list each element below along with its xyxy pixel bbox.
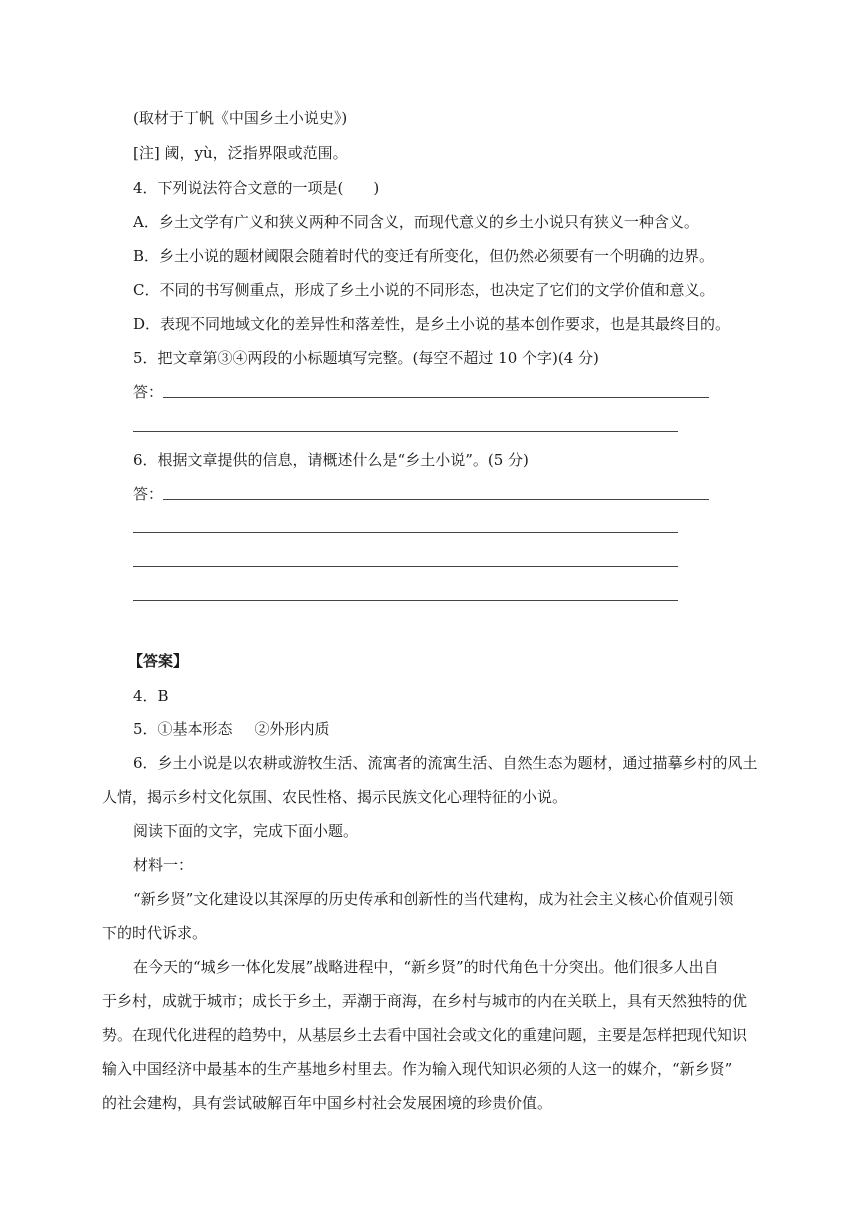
question-5-answer-line-1[interactable] — [163, 397, 709, 398]
question-6-answer-line-1[interactable] — [163, 499, 709, 500]
question-4-option-c: C．不同的书写侧重点，形成了乡土小说的不同形态，也决定了它们的文学价值和意义。 — [133, 281, 715, 299]
question-6-stem: 6．根据文章提供的信息，请概述什么是“乡土小说”。(5 分) — [133, 451, 529, 469]
answer-5-part-2: ②外形内质 — [254, 720, 330, 738]
material-paragraph-2-line-1: 在今天的“城乡一体化发展”战略进程中，“新乡贤”的时代角色十分突出。他们很多人出自 — [133, 958, 719, 976]
question-6-answer-line-2[interactable] — [133, 532, 678, 533]
question-4-stem: 4．下列说法符合文意的一项是( ) — [133, 179, 380, 197]
section-instruction: 阅读下面的文字，完成下面小题。 — [133, 822, 359, 840]
material-paragraph-2-line-3: 势。在现代化进程的趋势中，从基层乡土去看中国社会或文化的重建问题，主要是怎样把现代知识 — [102, 1026, 748, 1044]
material-paragraph-2-line-2: 于乡村，成就于城市；成长于乡土，弄潮于商海，在乡村与城市的内在关联上，具有天然独特的优 — [102, 992, 748, 1010]
question-5-answer-line-2[interactable] — [133, 431, 678, 432]
material-paragraph-2-line-4: 输入中国经济中最基本的生产基地乡村里去。作为输入现代知识必须的人这一的媒介，“新乡贤” — [102, 1060, 733, 1078]
answer-6-line-2: 人情，揭示乡村文化氛围、农民性格、揭示民族文化心理特征的小说。 — [102, 788, 568, 806]
material-label: 材料一： — [133, 856, 194, 874]
question-6-answer-line-3[interactable] — [133, 566, 678, 567]
answer-4: 4．B — [133, 687, 169, 705]
material-paragraph-1-line-2: 下的时代诉求。 — [102, 924, 208, 942]
answer-6-line-1: 6．乡土小说是以农耕或游牧生活、流寓者的流寓生活、自然生态为题材，通过描摹乡村的风土 — [133, 754, 758, 772]
answer-5-part-1: 5．①基本形态 — [133, 720, 233, 738]
question-5-stem: 5．把文章第③④两段的小标题填写完整。(每空不超过 10 个字)(4 分) — [133, 349, 599, 367]
source-note: (取材于丁帆《中国乡土小说史》) — [133, 109, 348, 127]
question-4-option-b: B．乡土小说的题材阈限会随着时代的变迁有所变化，但仍然必须要有一个明确的边界。 — [133, 247, 715, 265]
material-paragraph-1-line-1: “新乡贤”文化建设以其深厚的历史传承和创新性的当代建构，成为社会主义核心价值观引领 — [133, 890, 734, 908]
annotation-note: [注] 阈，yù，泛指界限或范围。 — [133, 144, 348, 162]
answers-heading: 【答案】 — [128, 652, 189, 670]
question-4-option-d: D．表现不同地域文化的差异性和落差性，是乡土小说的基本创作要求，也是其最终目的。 — [133, 315, 731, 333]
question-4-option-a: A．乡土文学有广义和狭义两种不同含义，而现代意义的乡土小说只有狭义一种含义。 — [133, 213, 699, 231]
material-paragraph-2-line-5: 的社会建构，具有尝试破解百年中国乡村社会发展困境的珍贵价值。 — [102, 1094, 553, 1112]
answer-5 — [133, 719, 330, 739]
question-5-answer-label: 答： — [133, 383, 164, 401]
question-6-answer-label: 答： — [133, 485, 164, 503]
question-6-answer-line-4[interactable] — [133, 600, 678, 601]
